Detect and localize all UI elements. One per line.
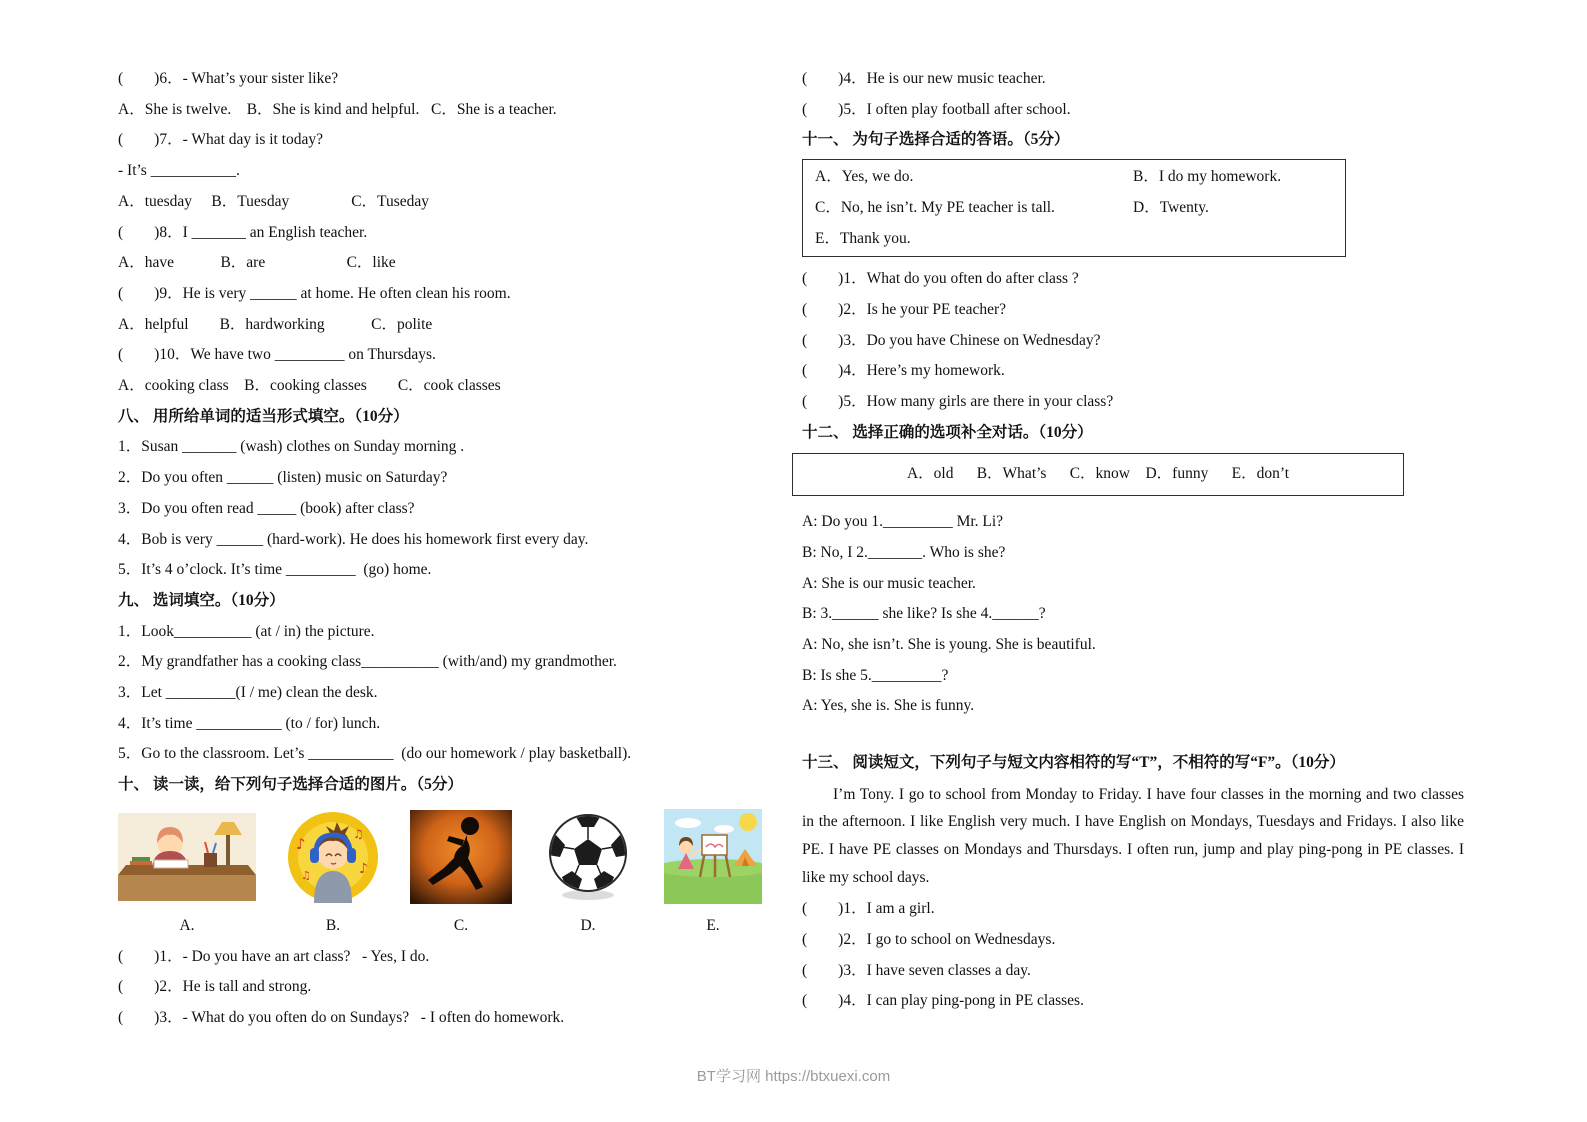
dialog-line-7: A: Yes, she is. She is funny. (802, 697, 975, 715)
picture-labels-row (118, 911, 762, 942)
answer-option-d: D．Twenty. (1133, 198, 1209, 216)
section-11-item-4: ( )4．Here’s my homework. (802, 362, 1005, 380)
svg-text:♪: ♪ (359, 860, 368, 877)
section-11-item-2: ( )2．Is he your PE teacher? (802, 300, 1007, 318)
two-column-layout (118, 64, 1587, 1034)
picture-label-b: B. (325, 916, 341, 934)
question-6-options: A．She is twelve. B．She is kind and helpful. C．She is a teacher. (118, 100, 557, 118)
section-13-item-3: ( )3．I have seven classes a day. (802, 961, 1031, 979)
picture-label-e: E. (706, 916, 720, 934)
picture-option-d (542, 811, 634, 903)
section-11-answer-box (802, 159, 1346, 257)
dialog-line-5: A: No, she isn’t. She is young. She is beautiful. (802, 635, 1096, 653)
question-9-options: A．helpful B．hardworking C．polite (118, 315, 433, 333)
site-watermark: BT学习网 https://btxuexi.com (696, 1068, 891, 1085)
svg-text:♫: ♫ (301, 868, 311, 882)
picture-label-c: C. (453, 916, 469, 934)
section-12-title: 十二、 选择正确的选项补全对话。（10分） (802, 423, 1093, 441)
section-11-item-5: ( )5．How many girls are there in your class? (802, 393, 1114, 411)
section-11-title: 十一、 为句子选择合适的答语。（5分） (802, 131, 1070, 149)
dialog-line-2: B: No, I 2._______. Who is she? (802, 543, 1006, 561)
word-box-options: A．old B．What’s C．know D．funny E．don’t (906, 465, 1290, 483)
section-10-title: 十、 读一读，给下列句子选择合适的图片。（5分） (118, 776, 463, 794)
question-10: ( )10．We have two _________ on Thursdays. (118, 346, 436, 364)
section-8-item-5: 5．It’s 4 o’clock. It’s time _________ (go) home. (118, 561, 432, 579)
answer-option-b: B．I do my homework. (1133, 168, 1282, 186)
left-column (118, 64, 762, 1034)
picture-option-e (664, 809, 762, 904)
section-8-item-1: 1．Susan _______ (wash) clothes on Sunday morning . (118, 438, 465, 456)
section-9-item-1: 1．Look__________ (at / in) the picture. (118, 622, 375, 640)
dialog-line-3: A: She is our music teacher. (802, 574, 976, 592)
basketball-dunk-image (410, 810, 512, 904)
question-8-options: A．have B．are C．like (118, 254, 396, 272)
picture-options-row (118, 803, 762, 911)
question-7: ( )7．- What day is it today? (118, 131, 324, 149)
section-10-item-2: ( )2．He is tall and strong. (118, 978, 312, 996)
question-7-options: A．tuesday B．Tuesday C．Tuseday (118, 192, 430, 210)
question-6: ( )6．- What’s your sister like? (118, 70, 339, 87)
section-10-item-1: ( )1．- Do you have an art class? - Yes, I do. (118, 947, 430, 965)
section-13-item-2: ( )2．I go to school on Wednesdays. (802, 930, 1056, 948)
section-8-item-2: 2．Do you often ______ (listen) music on Saturday? (118, 469, 448, 487)
study-desk-image (118, 813, 256, 901)
dialog-line-1: A: Do you 1._________ Mr. Li? (802, 513, 1004, 531)
picture-option-c (410, 810, 512, 904)
section-8-item-3: 3．Do you often read _____ (book) after class? (118, 499, 415, 517)
question-8: ( )8．I _______ an English teacher. (118, 223, 368, 241)
section-12-dialog (802, 507, 1464, 722)
answer-option-e: E．Thank you. (815, 229, 911, 247)
answer-box-row-3 (815, 224, 1333, 255)
section-9-item-2: 2．My grandfather has a cooking class__________ (with/and) my grandmother. (118, 653, 617, 671)
section-8-title: 八、 用所给单词的适当形式填空。（10分） (118, 407, 409, 425)
dialog-line-6: B: Is she 5._________? (802, 666, 949, 684)
section-13-item-1: ( )1．I am a girl. (802, 900, 935, 918)
section-13-reading-passage: I’m Tony. I go to school from Monday to Friday. I have four classes in the morning and two classes in the afternoon. I like English very much. I have English on Mondays, Tuesdays and Fridays. I also like PE. I have PE classes on Mondays and Thursdays. I often run, jump and play ping-pong in PE classes. I like my school days. (802, 785, 1464, 886)
section-11-item-3: ( )3．Do you have Chinese on Wednesday? (802, 331, 1101, 349)
picture-label-a: A. (179, 916, 195, 934)
svg-text:♪: ♪ (296, 834, 306, 853)
section-9-item-4: 4．It’s time ___________ (to / for) lunch. (118, 714, 381, 732)
section-13-title: 十三、 阅读短文，下列句子与短文内容相符的写“T”，不相符的写“F”。（10分） (802, 754, 1345, 772)
section-8-item-4: 4．Bob is very ______ (hard-work). He does his homework first every day. (118, 530, 589, 548)
svg-text:♫: ♫ (353, 826, 364, 841)
picture-option-b (286, 811, 380, 903)
answer-option-a: A．Yes, we do. (815, 168, 914, 186)
section-10-item-3: ( )3．- What do you often do on Sundays? - I often do homework. (118, 1008, 565, 1026)
section-11-item-1: ( )1．What do you often do after class ? (802, 270, 1079, 288)
section-9-title: 九、 选词填空。（10分） (118, 591, 285, 609)
question-7-answer-blank: - It’s ___________. (118, 162, 240, 180)
dialog-line-4: B: 3.______ she like? Is she 4.______? (802, 605, 1046, 623)
girl-painting-easel-image (664, 809, 762, 904)
right-column (802, 64, 1464, 1034)
picture-label-d: D. (580, 916, 596, 934)
question-10-options: A．cooking class B．cooking classes C．cook classes (118, 377, 501, 395)
question-9: ( )9．He is very ______ at home. He often clean his room. (118, 284, 511, 302)
soccer-ball-image (542, 811, 634, 903)
answer-box-row-1 (815, 162, 1333, 193)
section-10-item-5: ( )5．I often play football after school. (802, 100, 1071, 118)
section-9-item-5: 5．Go to the classroom. Let’s ___________ (do our homework / play basketball). (118, 745, 632, 763)
boy-headphones-music-image (287, 811, 379, 903)
picture-option-a (118, 813, 256, 901)
section-9-item-3: 3．Let _________(I / me) clean the desk. (118, 684, 378, 702)
section-10-item-4: ( )4．He is our new music teacher. (802, 70, 1046, 87)
section-12-word-box (792, 453, 1404, 496)
answer-option-c: C．No, he isn’t. My PE teacher is tall. (815, 198, 1055, 216)
answer-box-row-2 (815, 193, 1333, 224)
section-13-item-4: ( )4．I can play ping-pong in PE classes. (802, 992, 1084, 1010)
